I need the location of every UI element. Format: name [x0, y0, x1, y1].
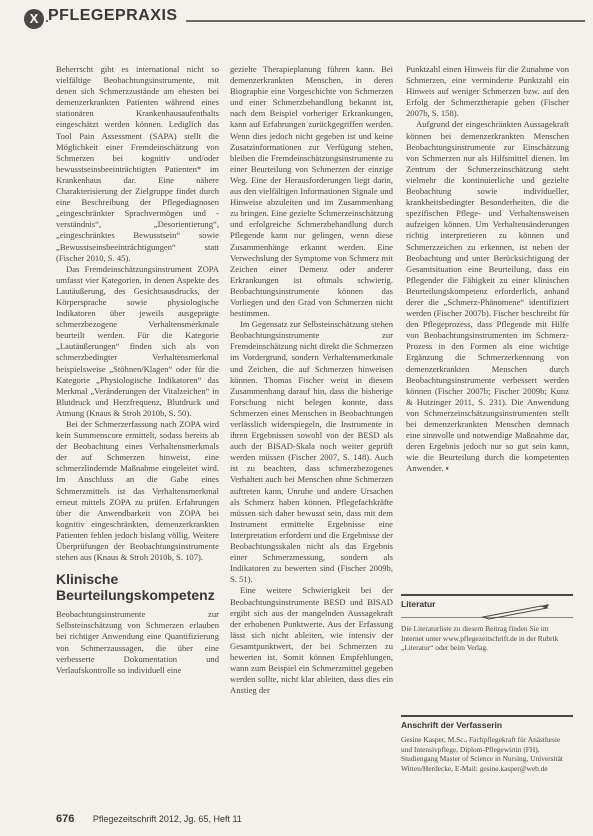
author-text: Gesine Kasper, M.Sc., Fachpflegekraft für Anästhesie und Intensivpflege, Diplom-Pflegewirtin (FH), Studiengang Master of Science in Nursing, Universität Witten/Herdecke, E-Mail: gesine.kasper@web.de	[401, 735, 563, 773]
section-title: PFLEGEPRAXIS	[48, 7, 186, 25]
paragraph: Eine weitere Schwierigkeit bei der Beobachtungsinstrumente BESD und BISAD ergibt sich aus der mangelnden Aussagekraft der erhobenen Punktwerte. Aus der Erfassung lässt sich nicht ableiten, wie intensiv der Gesamtpunktwert, der bei Schmerzen zu bewerten ist. Somit können Empfehlungen, wann zum Beispiel ein Schmerzmittel gegeben werden sollte, nicht klar ableiten, dass dies ein Anstieg der	[230, 585, 393, 696]
paragraph: Das Fremdeinschätzungsinstrument ZOPA umfasst vier Kategorien, in denen Aspekte des Lautäußerung, des Gesichtsausdrucks, der Körpersprache sowie physiologische Indikatoren über jeweils ausgeprägte schmerzbezogene Verhaltensmerkmale beurteilt werden. Für die Kategorie „Lautäußerungen“ finden sich als von schmerzbedingter Verhaltensmerkmal beispielsweise „Stöhnen/Klagen“ oder für die Kategorie „Physiologische Indikatoren“ das Merkmal „Veränderungen der Vitalzeichen“ in Blutdruck und Herzfrequenz, Blutdruck und Atmung (Knaus & Stroh 2010b, S. 50).	[56, 263, 219, 418]
pen-icon	[481, 602, 551, 620]
journal-citation: Pflegezeitschrift 2012, Jg. 65, Heft 11	[92, 814, 242, 824]
text-column-2	[230, 64, 393, 806]
paragraph: gezielte Therapieplanung führen kann. Bei demenzerkrankten Menschen, in deren Biographie eine Vorgeschichte von Schmerzen und einer Schmerzbehandlung bekannt ist, nach dem Beispiel vorheriger Erkrankungen, kann auf Erfahrungen zurückgegriffen werden. Wenn dies jedoch nicht gegeben ist und keine Zusatzinformationen zur Verfügung stehen, bleiben die Fremdeinschätzungsinstrumente zu einer Beurteilung von Schmerzen der einzige Weg. Eine der Herausforderungen liegt darin, aus den vielfältigen Informationen Signale und Hinweise abzuleiten und im Zusammenhang zu bringen. Eine gezielte Schmerzeinschätzung und erfolgreiche Schmerzbehandlung durch Pflegende kann nur gelingen, wenn diese Zusammenhänge erkannt werden. Eine Verwechslung der Symptome von Schmerz mit Zeichen einer Demenz oder anderer Erkrankungen ist oftmals schwierig. Beobachtungsinstrumente können das Vorliegen und den Grad von Schmerzen nicht bestimmen.	[230, 64, 393, 319]
page-footer	[56, 813, 576, 829]
author-box	[401, 715, 573, 811]
text-column-1	[56, 64, 219, 806]
paragraph: Im Gegensatz zur Selbsteinschätzung stehen Beobachtungsinstrumente zur Fremdeinschätzung nicht direkt die Schmerzen im Vordergrund, sondern Verhaltensmerkmale und Zeichen, die auf Schmerzen hinweisen können. Thomas Fischer weist in diesem Zusammenhang darauf hin, dass die bisherige Forschung nicht belegen konnte, dass Schmerzen eines Menschen in Beobachtungen verlässlich widerspiegeln, die Instrumente in ihren Ergebnissen sowohl von der BESD als auch der BISAD-Skala noch weiter geprüft werden müssen (Fischer 2007, S. 148). Auch ist zu beachten, dass schmerzbezogenes Verhalten auch bei Menschen ohne Schmerzen auftreten kann, Unruhe und andere Ursachen als Schmerz haben können. Pflegefachkräfte müssen sich daher bewusst sein, dass mit dem Instrument ermittelte Ergebnisse eine Interpretation erfordern und die Ergebnisse der Beobachtungsskalen nicht als das Ergebnis einer Schmerzmessung, sondern als Indikatoren zu bewerten sind (Fischer 2009b, S. 51).	[230, 319, 393, 585]
literature-text: Die Literaturliste zu diesem Beitrag finden Sie im Internet unter www.pflegezeitschrift.de in der Rubrik „Literatur“ oder beim Verlag.	[401, 624, 559, 653]
literature-box	[401, 594, 573, 708]
literature-title: Literatur	[401, 599, 436, 609]
section-x-icon: X	[24, 9, 44, 29]
page-number: 676	[56, 813, 75, 825]
paragraph: Beherrscht gibt es international nicht so vielfältige Beobachtungsinstrumente, mit denen sich Schmerzzustände am ehesten bei demenzerkrankten Patienten während eines stationären Krankenhausaufenthalts eingeschätzt werden können. Lediglich das Tool Pain Assessment (SAPA) stellt die Möglichkeit einer Fremdeinschätzung von Schmerzen bei kognitiv und/oder bewusstseinsbeeinträchtigten Patienten* im Krankenhaus dar. Eine nähere Charakterisierung der Zielgruppe findet durch eine Beschreibung der Pflegediagnosen „eingeschränkter Sprachvermögen und -verständnis“, „Desorientierung“, „eingeschränktes Bewusstsein“ sowie „Bewusstseinsbeeinträchtigungen“ statt (Fischer 2010, S. 45).	[56, 64, 219, 263]
paragraph: Bei der Schmerzerfassung nach ZOPA wird kein Summenscore ermittelt, sodass bereits ab der Beobachtung eines Verhaltensmerkmals der auf Schmerzen hinweist, eine schmerzlindernde Maßnahme eingeleitet wird. Im Anschluss an die Gabe eines Schmerzmittels ist das Verhaltensmerkmal erneut mittels ZOPA zu prüfen. Erfahrungen über die Anwendbarkeit von ZOPA bei kognitiv eingeschränkten, demenzerkrankten Patienten fehlen jedoch bislang völlig. Weitere Überprüfungen der Beobachtungsinstrumente stehen aus (Knaus & Stroh 2010b, S. 107).	[56, 419, 219, 563]
paragraph: Aufgrund der eingeschränkten Aussagekraft können bei demenzerkrankten Menschen Beobachtungsinstrumente zur Einschätzung von Schmerzen nur als Hilfsmittel dienen. Im Zentrum der Schmerzeinschätzung steht vielmehr die kontinuierliche und gezielte Beobachtung sowie individueller, krankheitsbedingter Besonderheiten, die die spezifischen Pflege- und Verhaltensweisen aufzeigen können. Um Verhaltensänderungen richtig interpretieren zu können und Schmerzzeichen zu erkennen, ist neben der Beobachtung und unter Berücksichtigung der Gesamtsituation eine Beurteilung, dass ein Pflegender die Fähigkeit zu einer klinischen Beurteilungskompetenz erforderlich, anhand derer die „Schmerz-Phänomene“ identifiziert werden (Fischer 2007b). Fischer beschreibt für den Pflegeprozess, dass Pflegende mit Hilfe von Beobachtungsinstrumenten im Schmerz-Prozess in den Formen als eine wichtige Ergänzung die Schmerzerkennung von demenzerkrankten Menschen durch Beobachtungsinstrumente verbessert werden können (Fischer 2007b; Fischer 2009b; Kunz & Hutzinger 2011, S. 231). Die Anwendung von Schmerzeinschätzungsinstrumenten stellt bei demenzerkrankten Menschen demnach eine sinnvolle und notwendige Maßnahme dar, deren Ergebnis jedoch nur so gut sein kann, wie die Beurteilung durch die kompetenten Anwender. ▪	[406, 119, 569, 474]
paragraph: Punktzahl einen Hinweis für die Zunahme von Schmerzen, eine verminderte Punktzahl ein Hinweis auf weniger Schmerzen bzw. auf den Erfolg der Schmerztherapie geben (Fischer 2007b, S. 158).	[406, 64, 569, 119]
author-title: Anschrift der Verfasserin	[401, 720, 503, 730]
text-column-3	[406, 64, 569, 592]
subheading: Klinische Beurteilungskompetenz	[56, 571, 215, 604]
section-header	[10, 6, 585, 36]
paragraph: Beobachtungsinstrumente zur Selbsteinschätzung von Schmerzen erlauben bei richtiger Anwendung eine Quantifizierung von Schmerzaussagen, die über eine verbesserte Dokumentation und Verlaufskontrolle so individuell eine	[56, 609, 219, 675]
